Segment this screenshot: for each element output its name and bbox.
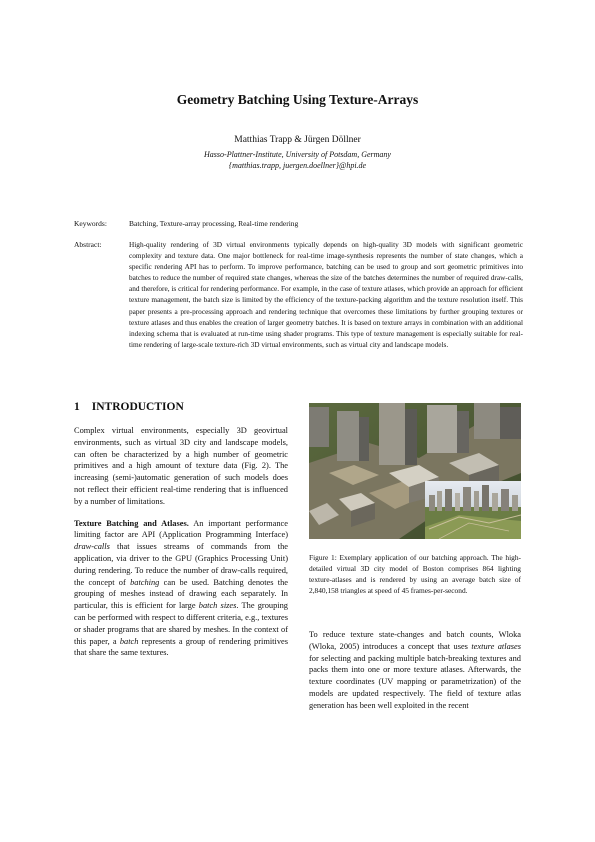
figure-caption: Figure 1: Exemplary application of our batching approach. The high-detailed virtual 3D city model of Boston comprises 864 lighting texture-atlases and is rendered by using an average batch size of 2,840,158 triangles at speed of 45 frames-per-second. — [309, 553, 521, 595]
intro-paragraph-2 — [74, 518, 288, 660]
text-run: . The grouping can be performed with respect to different criteria, e.g., textures or shader programs that are shared by meshes. In the context of this paper, a — [74, 601, 288, 646]
paragraph-heading: Texture Batching and Atlases. — [74, 518, 189, 528]
text-run: represents a group of rendering primitives that share the same textures. — [74, 636, 288, 658]
abstract-text: High-quality rendering of 3D virtual environments typically depends on high-quality 3D models with significant geometric complexity and texture data. One major bottleneck for real-time image-synthesis represents the number of state changes, which a specific rendering API has to perform. To improve performance, batching can be used to group and sort geometric primitives into batches to reduce the number of required state changes, whereas the size of the batches determines the number of required draw-calls, and therefore, is critical for rendering performance. For example, in the case of texture atlases, which provide an approach for efficient texture management, the batch size is limited by the efficiency of the texture-packing algorithm and the texture resolution itself. This paper presents a pre-processing approach and rendering technique that overcomes these limitations by further grouping textures or texture atlases and thus enables the creation of larger geometry batches. It is based on texture arrays in combination with an additional indexing schema that is evaluated at run-time using shader programs. This type of texture management is especially suitable for real-time rendering of large-scale texture-rich 3D virtual environments, such as virtual city and landscape models. — [129, 240, 523, 349]
text-run: can be used. Batching denotes the grouping of meshes instead of drawing each separately. In particular, this is efficient for large — [74, 577, 289, 611]
city-model-image — [309, 403, 521, 539]
author-email: {matthias.trapp, juergen.doellner}@hpi.de — [228, 161, 367, 170]
section-number: 1 — [74, 401, 80, 413]
text-run: that issues streams of commands from the application, via driver to the GPU (Graphics Processing Unit) during rendering. To reduce the number of draw-calls required, the concept of — [74, 542, 288, 587]
author-names: Matthias Trapp & Jürgen Döllner — [234, 135, 361, 145]
author-affiliation: Hasso-Plattner-Institute, University of Potsdam, Germany — [204, 150, 391, 159]
text-run: for selecting and packing multiple batch-breaking textures and packs them into one or more texture atlases. Afterwards, the texture coordinates (UV mapping or parametrization) of the models are updated respectively. The field of texture atlas generation has been well exploited in the recent — [309, 653, 521, 710]
emphasis-run: batch — [119, 636, 139, 646]
emphasis-run: texture atlases — [471, 641, 521, 651]
intro-paragraph-1: Complex virtual environments, especially 3D geovirtual environments, such as virtual 3D city and landscape models, can often be characterized by a high number of geometric primitives and a high amount of texture data (Fig. 2). The increasing (semi-)automatic generation of such models does not reflect their efficient real-time rendering that is influenced by a number of limitations. — [74, 426, 288, 506]
left-column — [74, 425, 288, 669]
emphasis-run: batch sizes — [198, 601, 237, 611]
emphasis-run: draw-calls — [74, 542, 110, 552]
section-title: INTRODUCTION — [91, 401, 184, 413]
figure-city-render — [309, 403, 521, 539]
abstract-label: Abstract: — [74, 240, 102, 249]
emphasis-run: batching — [130, 577, 160, 587]
text-run: To reduce texture state-changes and batch counts, Wloka (Wloka, 2005) introduces a concept that uses — [309, 630, 521, 651]
right-column — [309, 629, 521, 712]
keywords-label: Keywords: — [74, 219, 107, 228]
text-run: An important performance limiting factor are API (Application Programming Interface) — [74, 518, 288, 540]
section-heading — [74, 401, 184, 413]
paper-title: Geometry Batching Using Texture-Arrays — [176, 92, 419, 107]
keywords-text: Batching, Texture-array processing, Real-time rendering — [129, 219, 299, 228]
